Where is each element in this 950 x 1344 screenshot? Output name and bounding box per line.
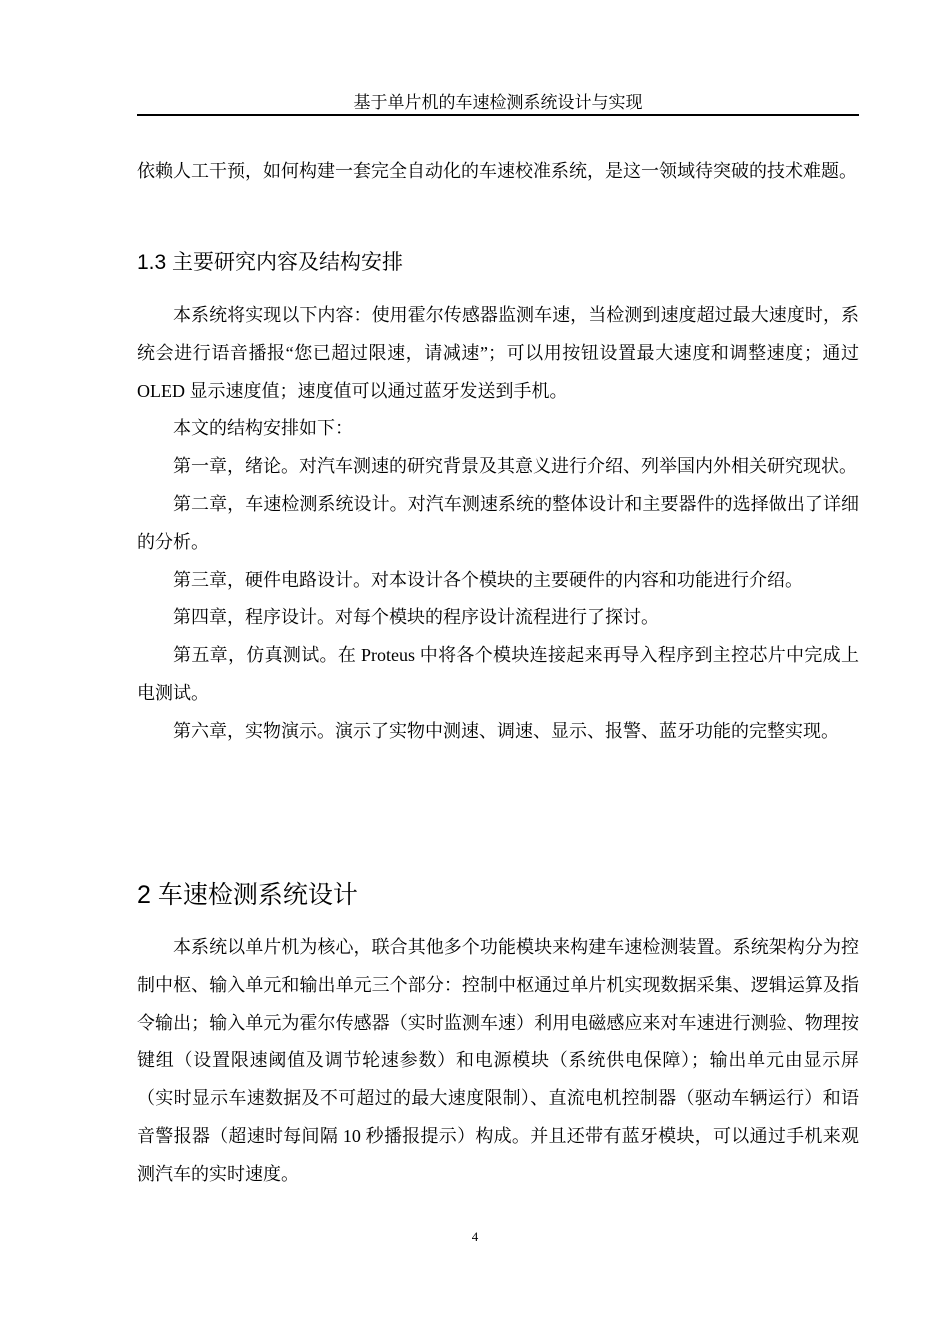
continuation-block — [137, 153, 859, 191]
paragraph: 第二章，车速检测系统设计。对汽车测速系统的整体设计和主要器件的选择做出了详细的分析。 — [137, 493, 859, 552]
running-header: 基于单片机的车速检测系统设计与实现 — [353, 93, 643, 112]
paragraph: 第五章，仿真测试。在 Proteus 中将各个模块连接起来再导入程序到主控芯片中完成上电测试。 — [137, 645, 859, 703]
header-rule — [137, 114, 859, 116]
paragraph: 第一章，绪论。对汽车测速的研究背景及其意义进行介绍、列举国内外相关研究现状。 — [173, 456, 857, 477]
section-heading-1-3: 1.3 主要研究内容及结构安排 — [137, 251, 404, 274]
paragraph: 本系统将实现以下内容：使用霍尔传感器监测车速，当检测到速度超过最大速度时，系统会进行语音播报“您已超过限速，请减速”；可以用按钮设置最大速度和调整速度；通过 OLED 显示速度值；速度值可以通过蓝牙发送到手机。 — [137, 305, 859, 401]
paragraph: 本系统以单片机为核心，联合其他多个功能模块来构建车速检测装置。系统架构分为控制中枢、输入单元和输出单元三个部分：控制中枢通过单片机实现数据采集、逻辑运算及指令输出；输入单元为霍尔传感器（实时监测车速）利用电磁感应来对车速进行测验、物理按键组（设置限速阈值及调节轮速参数）和电源模块（系统供电保障）；输出单元由显示屏（实时显示车速数据及不可超过的最大速度限制）、直流电机控制器（驱动车辆运行）和语音警报器（超速时每间隔 10 秒播报提示）构成。并且还带有蓝牙模块，可以通过手机来观测汽车的实时速度。 — [137, 937, 859, 1184]
paragraph: 第三章，硬件电路设计。对本设计各个模块的主要硬件的内容和功能进行介绍。 — [173, 569, 803, 590]
section-1-3-body — [137, 297, 859, 751]
page-number: 4 — [471, 1229, 479, 1244]
paragraph: 本文的结构安排如下： — [173, 418, 353, 439]
paragraph: 依赖人工干预，如何构建一套完全自动化的车速校准系统，是这一领域待突破的技术难题。 — [137, 161, 857, 181]
chapter-2-body — [137, 929, 859, 1194]
paragraph: 第四章，程序设计。对每个模块的程序设计流程进行了探讨。 — [173, 607, 659, 628]
chapter-heading-2: 2 车速检测系统设计 — [137, 881, 358, 909]
paragraph: 第六章，实物演示。演示了实物中测速、调速、显示、报警、蓝牙功能的完整实现。 — [173, 720, 839, 741]
